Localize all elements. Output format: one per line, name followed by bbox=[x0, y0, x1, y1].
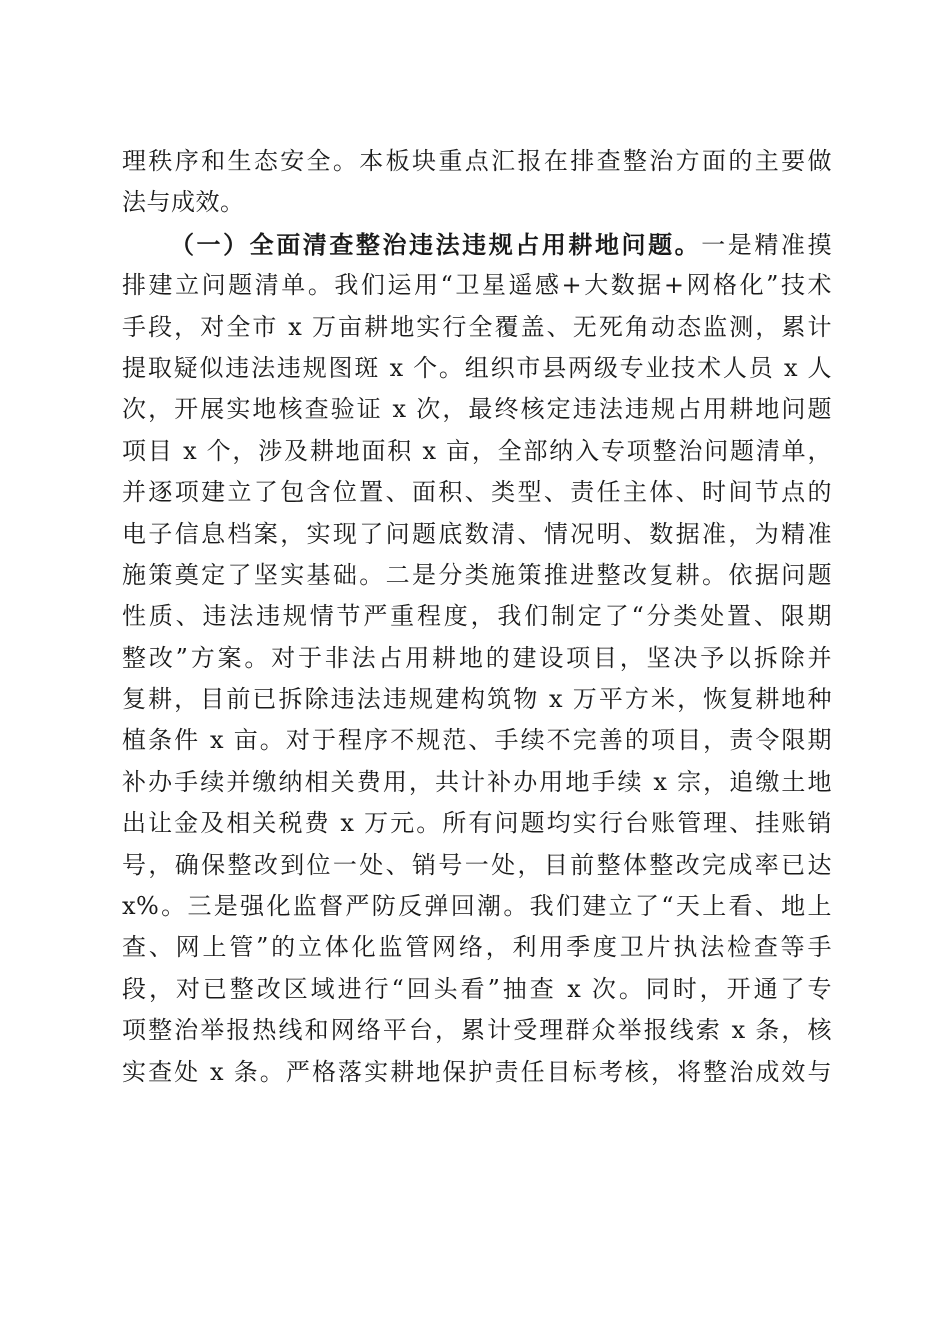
body-line: 复耕，目前已拆除违法违规建构筑物 x 万平方米，恢复耕地种 bbox=[122, 685, 832, 714]
body-line: 植条件 x 亩。对于程序不规范、手续不完善的项目，责令限期 bbox=[122, 726, 832, 755]
section-heading: （一）全面清查整治违法违规占用耕地问题。 bbox=[170, 229, 702, 259]
body-line: 提取疑似违法违规图斑 x 个。组织市县两级专业技术人员 x 人 bbox=[122, 353, 832, 382]
body-line: 查、网上管”的立体化监管网络，利用季度卫片执法检查等手 bbox=[122, 933, 832, 962]
body-line: 并逐项建立了包含位置、面积、类型、责任主体、时间节点的 bbox=[122, 478, 832, 507]
document-body bbox=[122, 141, 832, 1093]
section-first-line-rest: 一是精准摸 bbox=[701, 230, 832, 259]
body-line: 性质、违法违规情节严重程度，我们制定了“分类处置、限期 bbox=[122, 602, 832, 631]
body-line: x%。三是强化监督严防反弹回潮。我们建立了“天上看、地上 bbox=[122, 892, 832, 921]
body-line: 电子信息档案，实现了问题底数清、情况明、数据准，为精准 bbox=[122, 519, 832, 548]
body-line: 段，对已整改区域进行“回头看”抽查 x 次。同时，开通了专 bbox=[122, 974, 832, 1003]
body-line: 实查处 x 条。严格落实耕地保护责任目标考核，将整治成效与 bbox=[122, 1057, 832, 1086]
body-line: 整改”方案。对于非法占用耕地的建设项目，坚决予以拆除并 bbox=[122, 643, 832, 672]
section-heading-line bbox=[122, 224, 832, 265]
body-line: 施策奠定了坚实基础。二是分类施策推进整改复耕。依据问题 bbox=[122, 560, 832, 589]
intro-line-1: 理秩序和生态安全。本板块重点汇报在排查整治方面的主要做 bbox=[122, 147, 832, 175]
body-line: 手段，对全市 x 万亩耕地实行全覆盖、无死角动态监测，累计 bbox=[122, 312, 832, 341]
body-line: 补办手续并缴纳相关费用，共计补办用地手续 x 宗，追缴土地 bbox=[122, 767, 832, 796]
body-line: 排建立问题清单。我们运用“卫星遥感+大数据+网格化”技术 bbox=[122, 271, 832, 300]
body-line: 项目 x 个，涉及耕地面积 x 亩，全部纳入专项整治问题清单， bbox=[122, 436, 832, 465]
body-line: 号，确保整改到位一处、销号一处，目前整体整改完成率已达 bbox=[122, 850, 832, 879]
intro-line-2: 法与成效。 bbox=[122, 188, 245, 217]
body-line: 项整治举报热线和网络平台，累计受理群众举报线索 x 条，核 bbox=[122, 1016, 832, 1045]
body-line: 次，开展实地核查验证 x 次，最终核定违法违规占用耕地问题 bbox=[122, 395, 832, 424]
body-line: 出让金及相关税费 x 万元。所有问题均实行台账管理、挂账销 bbox=[122, 809, 832, 838]
